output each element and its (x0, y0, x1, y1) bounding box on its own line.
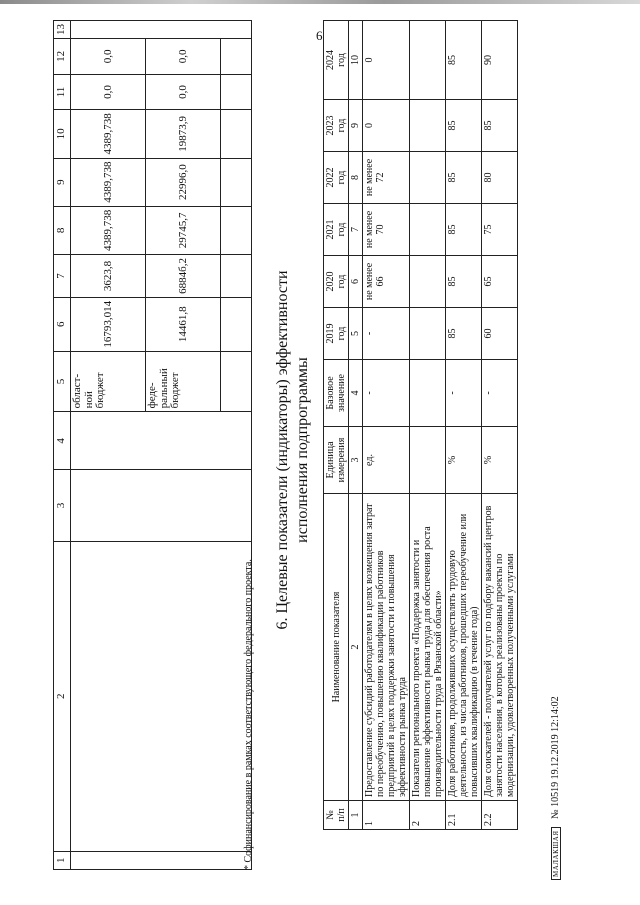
indicator-2024: 90 (482, 21, 518, 100)
stamp-box: МАЛАКШАЯ (551, 827, 561, 880)
col-header: 10 (54, 110, 71, 158)
indicator-2024: 85 (446, 21, 482, 100)
indicators-table (323, 20, 518, 830)
empty-cell (221, 158, 252, 206)
page-number: 6 (316, 28, 323, 43)
indicator-2020 (410, 256, 446, 308)
indicator-2019: 60 (482, 308, 518, 360)
indicator-2024: 0 (363, 21, 410, 100)
indicator-num: 2.2 (482, 801, 518, 830)
col-header: 2 (54, 541, 71, 851)
amount-2022: 19873,9 (146, 110, 221, 158)
registration-stamp (550, 696, 561, 880)
index-cell: 10 (349, 21, 363, 100)
col-header: 1 (54, 851, 71, 869)
index-cell: 8 (349, 152, 363, 204)
indicator-2020: 85 (446, 256, 482, 308)
indicator-base: - (363, 360, 410, 427)
header-name: Наименование показателя (324, 494, 349, 801)
indicator-row (446, 21, 482, 830)
indicator-num: 2.1 (446, 801, 482, 830)
stamp-text: № 10519 19.12.2019 12:14:02 (550, 696, 561, 819)
index-cell: 2 (349, 494, 363, 801)
empty-cell (71, 541, 252, 851)
col-header: 9 (54, 158, 71, 206)
financing-table (53, 20, 252, 870)
amount-2019: 6884б,2 (146, 255, 221, 298)
indicator-row (410, 21, 446, 830)
indicator-base: - (482, 360, 518, 427)
footnote: * Софинансирование в рамках соответствующего федерального проекта. (243, 559, 254, 870)
indicator-unit: % (482, 427, 518, 494)
empty-cell (71, 851, 252, 869)
indicator-name: Доля работников, продолживших осуществлять трудовую деятельность, из числа работников, прошедших переобучение или повысивших квалификацию (в течение года) (446, 494, 482, 801)
amount-2021: 22996,0 (146, 158, 221, 206)
indicator-unit: % (446, 427, 482, 494)
indicator-2021: 85 (446, 204, 482, 256)
amount-2020: 4389,738 (71, 206, 146, 254)
indicator-2019: - (363, 308, 410, 360)
source-regional: област- ной бюджет (71, 351, 146, 412)
empty-cell (221, 74, 252, 110)
amount-total: 16793,014 (71, 297, 146, 351)
amount-2019: 3623,8 (71, 255, 146, 298)
amount-2023: 0,0 (146, 74, 221, 110)
amount-2021: 4389,738 (71, 158, 146, 206)
header-year: 2019 год (324, 308, 349, 360)
indicator-name: Показатели регионального проекта «Поддержка занятости и повышение эффективности рынка труда для обеспечения роста производительности труда в Рязанской области» (410, 494, 446, 801)
indicators-index-row (349, 21, 363, 830)
indicator-2020: 65 (482, 256, 518, 308)
source-federal: феде- ральный бюджет (146, 351, 221, 412)
amount-2024: 0,0 (71, 39, 146, 75)
index-cell: 1 (349, 801, 363, 830)
section-title-line: 6. Целевые показатели (индикаторы) эффективности (274, 270, 291, 630)
indicator-2022: 80 (482, 152, 518, 204)
header-num: № п/п (324, 801, 349, 830)
header-year: 2020 год (324, 256, 349, 308)
indicator-num: 1 (363, 801, 410, 830)
amount-total: 14461,8 (146, 297, 221, 351)
col-header: 6 (54, 297, 71, 351)
col-header: 8 (54, 206, 71, 254)
indicator-2022: 85 (446, 152, 482, 204)
index-cell: 9 (349, 100, 363, 152)
indicator-unit (410, 427, 446, 494)
indicator-num: 2 (410, 801, 446, 830)
indicator-2024 (410, 21, 446, 100)
header-unit: Единица измерения (324, 427, 349, 494)
indicator-2021: 75 (482, 204, 518, 256)
header-year: 2021 год (324, 204, 349, 256)
index-cell: 5 (349, 308, 363, 360)
indicator-2020: не менее 66 (363, 256, 410, 308)
indicator-name: Доля соискателей - получателей услуг по подбору вакансий центров занятости населения, в которых реализованы проекты по модернизации, удовлетворенных полученными услугами (482, 494, 518, 801)
indicators-header-row (324, 21, 349, 830)
col-header: 11 (54, 74, 71, 110)
empty-cell (221, 39, 252, 75)
indicator-2021 (410, 204, 446, 256)
indicator-2023: 0 (363, 100, 410, 152)
index-cell: 4 (349, 360, 363, 427)
amount-2022: 4389,738 (71, 110, 146, 158)
col-header: 7 (54, 255, 71, 298)
indicator-base (410, 360, 446, 427)
empty-cell (221, 351, 252, 412)
section-title-line: исполнения подпрограммы (294, 357, 311, 543)
financing-row-regional (71, 21, 146, 870)
indicator-2021: не менее 70 (363, 204, 410, 256)
col-header: 13 (54, 21, 71, 39)
indicator-row (363, 21, 410, 830)
indicator-2023 (410, 100, 446, 152)
header-year: 2024 год (324, 21, 349, 100)
scan-edge (0, 0, 640, 4)
indicator-2019 (410, 308, 446, 360)
indicator-row (482, 21, 518, 830)
empty-cell (71, 470, 252, 542)
empty-cell (221, 110, 252, 158)
amount-2020: 29745,7 (146, 206, 221, 254)
col-header: 5 (54, 351, 71, 412)
header-year: 2023 год (324, 100, 349, 152)
header-base: Базовое значение (324, 360, 349, 427)
empty-cell (71, 412, 252, 470)
section-title (273, 20, 313, 880)
indicator-2023: 85 (446, 100, 482, 152)
col-header: 12 (54, 39, 71, 75)
col-header: 4 (54, 412, 71, 470)
indicator-2019: 85 (446, 308, 482, 360)
empty-cell (221, 297, 252, 351)
index-cell: 6 (349, 256, 363, 308)
indicator-2023: 85 (482, 100, 518, 152)
index-cell: 7 (349, 204, 363, 256)
empty-cell (221, 206, 252, 254)
empty-cell (221, 255, 252, 298)
col-header: 3 (54, 470, 71, 542)
rotated-sheet (45, 20, 605, 880)
amount-2023: 0,0 (71, 74, 146, 110)
empty-cell (71, 21, 252, 39)
indicator-unit: ед. (363, 427, 410, 494)
amount-2024: 0,0 (146, 39, 221, 75)
indicator-name: Предоставление субсидий работодателям в целях возмещения затрат по переобучению, повышению квалификации работников предприятий в целях поддержки занятости и повышения эффективности рынка труда (363, 494, 410, 801)
financing-header-row (54, 21, 71, 870)
header-year: 2022 год (324, 152, 349, 204)
indicator-2022 (410, 152, 446, 204)
indicator-base: - (446, 360, 482, 427)
indicator-2022: не менее 72 (363, 152, 410, 204)
index-cell: 3 (349, 427, 363, 494)
